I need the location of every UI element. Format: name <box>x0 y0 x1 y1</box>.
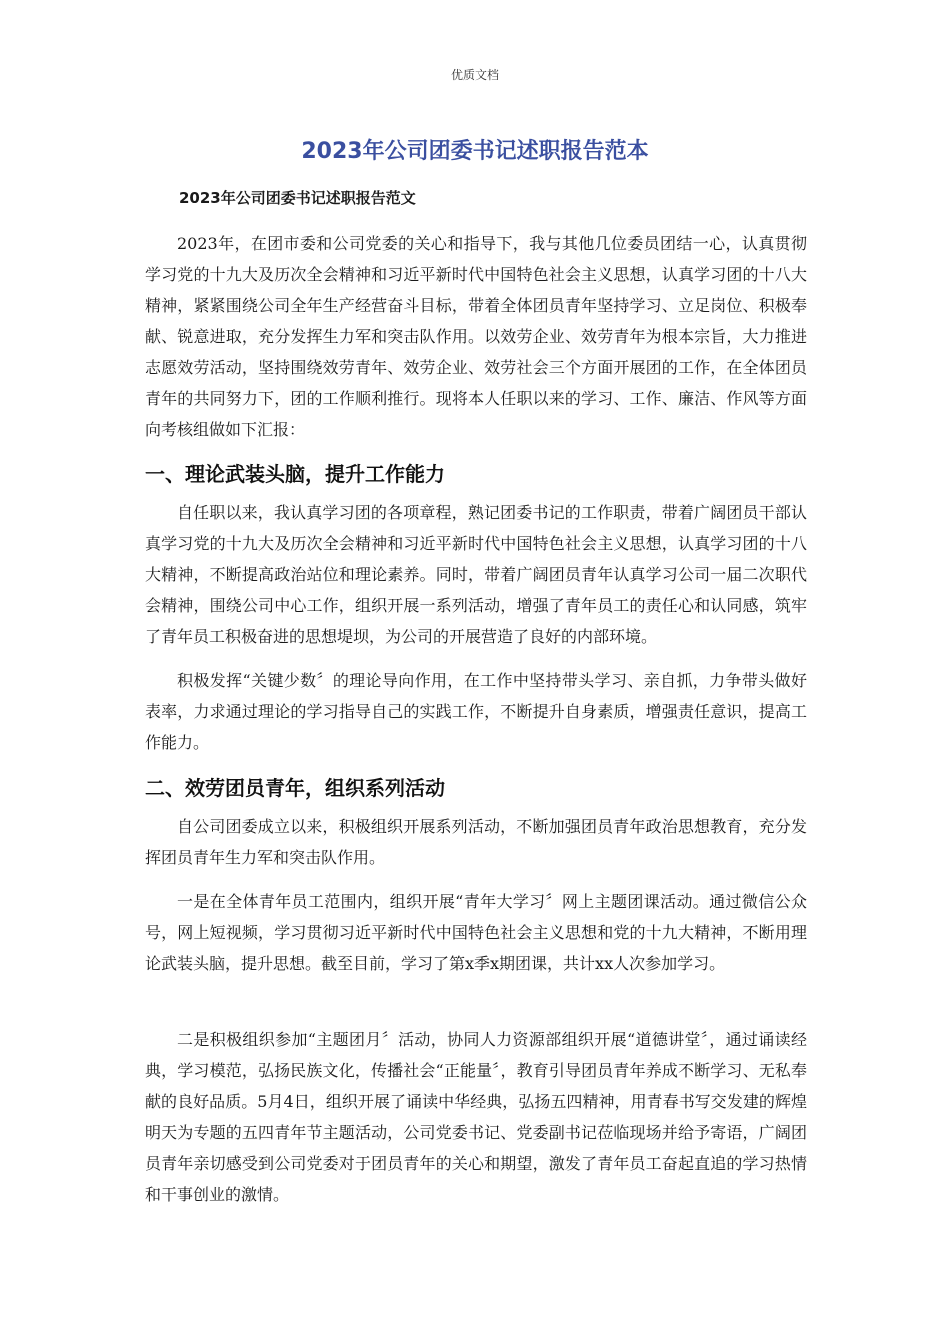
section-1-paragraph-1: 自任职以来，我认真学习团的各项章程，熟记团委书记的工作职责，带着广阔团员干部认真学习党的十九大及历次全会精神和习近平新时代中国特色社会主义思想，认真学习团的十八大精神，不断提高政治站位和理论素养。同时，带着广阔团员青年认真学习公司一届二次职代会精神，围绕公司中心工作，组织开展一系列活动，增强了青年员工的责任心和认同感，筑牢了青年员工积极奋进的思想堤坝，为公司的开展营造了良好的内部环境。 <box>145 503 807 646</box>
section-2 <box>145 773 807 803</box>
intro-block <box>145 228 807 445</box>
section-2-body-2 <box>145 886 807 979</box>
section-2-paragraph-1: 自公司团委成立以来，积极组织开展系列活动，不断加强团员青年政治思想教育，充分发挥团员青年生力军和突击队作用。 <box>145 817 807 867</box>
section-2-heading: 二、效劳团员青年，组织系列活动 <box>145 776 445 800</box>
section-2-paragraph-2: 一是在全体青年员工范围内，组织开展“青年大学习〞网上主题团课活动。通过微信公众号，网上短视频，学习贯彻习近平新时代中国特色社会主义思想和党的十九大精神，不断用理论武装头脑，提升思想。截至目前，学习了第x季x期团课，共计xx人次参加学习。 <box>145 892 807 973</box>
section-1-body-2 <box>145 665 807 758</box>
section-1-paragraph-2: 积极发挥“关键少数〞的理论导向作用，在工作中坚持带头学习、亲自抓，力争带头做好表率，力求通过理论的学习指导自己的实践工作，不断提升自身素质，增强责任意识，提高工作能力。 <box>145 671 807 752</box>
section-1 <box>145 459 807 489</box>
section-2-body-1 <box>145 811 807 873</box>
header-mark: 优质文档 <box>450 68 499 82</box>
document-title: 2023年公司团委书记述职报告范本 <box>301 139 649 164</box>
intro-paragraph: 2023年，在团市委和公司党委的关心和指导下，我与其他几位委员团结一心，认真贯彻学习党的十九大及历次全会精神和习近平新时代中国特色社会主义思想，认真学习团的十八大精神，紧紧围绕公司全年生产经营奋斗目标，带着全体团员青年坚持学习、立足岗位、积极奉献、锐意进取，充分发挥生力军和突击队作用。以效劳企业、效劳青年为根本宗旨，大力推进志愿效劳活动，坚持围绕效劳青年、效劳企业、效劳社会三个方面开展团的工作，在全体团员青年的共同努力下，团的工作顺利推行。现将本人任职以来的学习、工作、廉洁、作风等方面向考核组做如下汇报： <box>145 234 807 439</box>
section-2-paragraph-3: 二是积极组织参加“主题团月〞活动，协同人力资源部组织开展“道德讲堂〞，通过诵读经典，学习模范，弘扬民族文化，传播社会“正能量〞，教育引导团员青年养成不断学习、无私奉献的良好品质。5月4日，组织开展了诵读中华经典，弘扬五四精神，用青春书写交发建的辉煌明天为专题的五四青年节主题活动，公司党委书记、党委副书记莅临现场并给予寄语，广阔团员青年亲切感受到公司党委对于团员青年的关心和期望，激发了青年员工奋起直追的学习热情和干事创业的激情。 <box>145 1030 807 1204</box>
section-1-heading: 一、理论武装头脑，提升工作能力 <box>145 462 445 486</box>
section-2-body-3 <box>145 1024 807 1210</box>
section-1-body <box>145 497 807 652</box>
document-subtitle: 2023年公司团委书记述职报告范文 <box>179 189 416 207</box>
